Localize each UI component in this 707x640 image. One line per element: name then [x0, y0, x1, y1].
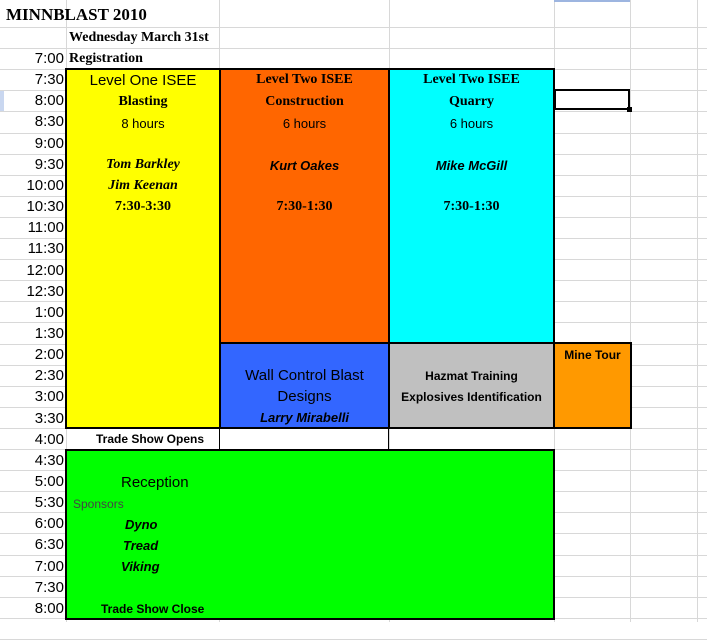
time-label: 4:30: [34, 452, 64, 469]
instructor: Kurt Oakes: [269, 158, 340, 173]
column-highlight: [554, 0, 630, 2]
time-label: 11:00: [27, 219, 64, 236]
time-label: 12:00: [26, 262, 64, 279]
session-level-two-construction[interactable]: [219, 68, 390, 344]
instructor: Larry Mirabelli: [260, 410, 349, 425]
trade-show-opens-label: Trade Show Opens: [96, 432, 205, 446]
time-label: 1:00: [34, 304, 64, 321]
session-title: Explosives Identification: [401, 390, 542, 404]
session-hazmat[interactable]: [388, 342, 555, 429]
gridline: [630, 0, 631, 622]
time-label: 11:30: [27, 240, 64, 257]
time-label: 6:00: [34, 515, 64, 532]
time-label: 8:00: [34, 600, 64, 617]
session-time: 7:30-1:30: [276, 199, 333, 214]
session-mine-tour[interactable]: [553, 342, 632, 429]
time-label: 5:00: [34, 473, 64, 490]
time-label: 3:00: [34, 388, 64, 405]
session-hours: 8 hours: [121, 116, 165, 131]
session-hours: 6 hours: [449, 116, 494, 131]
time-label: 12:30: [26, 283, 64, 300]
time-label: 9:30: [34, 156, 64, 173]
time-label: 1:30: [34, 325, 64, 342]
cell-border: [388, 428, 389, 450]
day-label: Wednesday March 31st: [69, 30, 209, 45]
time-label: 2:00: [34, 346, 64, 363]
sponsors-label: Sponsors: [73, 497, 124, 511]
time-label: 7:30: [34, 71, 64, 88]
time-label: 9:00: [34, 135, 64, 152]
session-title: Level Two ISEE: [423, 72, 520, 87]
page-title: MINNBLAST 2010: [6, 5, 147, 24]
gridline: [0, 48, 707, 49]
registration-label: Registration: [69, 51, 143, 66]
session-title: Hazmat Training: [425, 369, 518, 383]
time-label: 7:30: [34, 579, 64, 596]
session-subtitle: Construction: [265, 94, 344, 109]
session-subtitle: Quarry: [448, 94, 495, 109]
session-time: 7:30-3:30: [115, 199, 171, 214]
time-label: 6:30: [34, 536, 64, 553]
session-level-two-quarry[interactable]: [388, 68, 555, 344]
time-label: 2:30: [34, 367, 64, 384]
cell-border: [219, 428, 220, 450]
time-label: 8:30: [34, 113, 64, 130]
time-label: 7:00: [34, 558, 64, 575]
session-wall-control[interactable]: [219, 342, 390, 429]
session-level-one[interactable]: [65, 68, 221, 429]
row-highlight: [0, 91, 4, 111]
instructor: Jim Keenan: [108, 178, 178, 193]
sponsor: Viking: [121, 559, 160, 574]
sponsor: Tread: [123, 538, 159, 553]
session-title: Mine Tour: [564, 348, 621, 362]
session-title: Reception: [121, 474, 189, 491]
time-label: 7:00: [34, 50, 64, 67]
selected-cell[interactable]: [554, 89, 630, 110]
sponsor: Dyno: [125, 517, 158, 532]
session-title: Level One ISEE: [89, 72, 197, 89]
session-time: 7:30-1:30: [443, 199, 500, 214]
trade-show-close-label: Trade Show Close: [101, 602, 205, 616]
gridline: [697, 0, 698, 622]
fill-handle[interactable]: [627, 107, 632, 112]
gridline: [0, 27, 707, 28]
session-title: Designs: [277, 388, 332, 405]
time-label: 8:00: [34, 92, 64, 109]
time-label: 5:30: [34, 494, 64, 511]
session-reception[interactable]: [65, 449, 555, 620]
session-title: Wall Control Blast: [245, 367, 364, 384]
time-label: 3:30: [34, 410, 64, 427]
session-title: Level Two ISEE: [256, 72, 353, 87]
instructor: Mike McGill: [435, 158, 508, 173]
time-label: 4:00: [34, 431, 64, 448]
time-label: 10:30: [26, 198, 64, 215]
time-label: 10:00: [26, 177, 64, 194]
session-subtitle: Blasting: [118, 94, 168, 109]
instructor: Tom Barkley: [106, 157, 180, 172]
session-hours: 6 hours: [282, 116, 327, 131]
